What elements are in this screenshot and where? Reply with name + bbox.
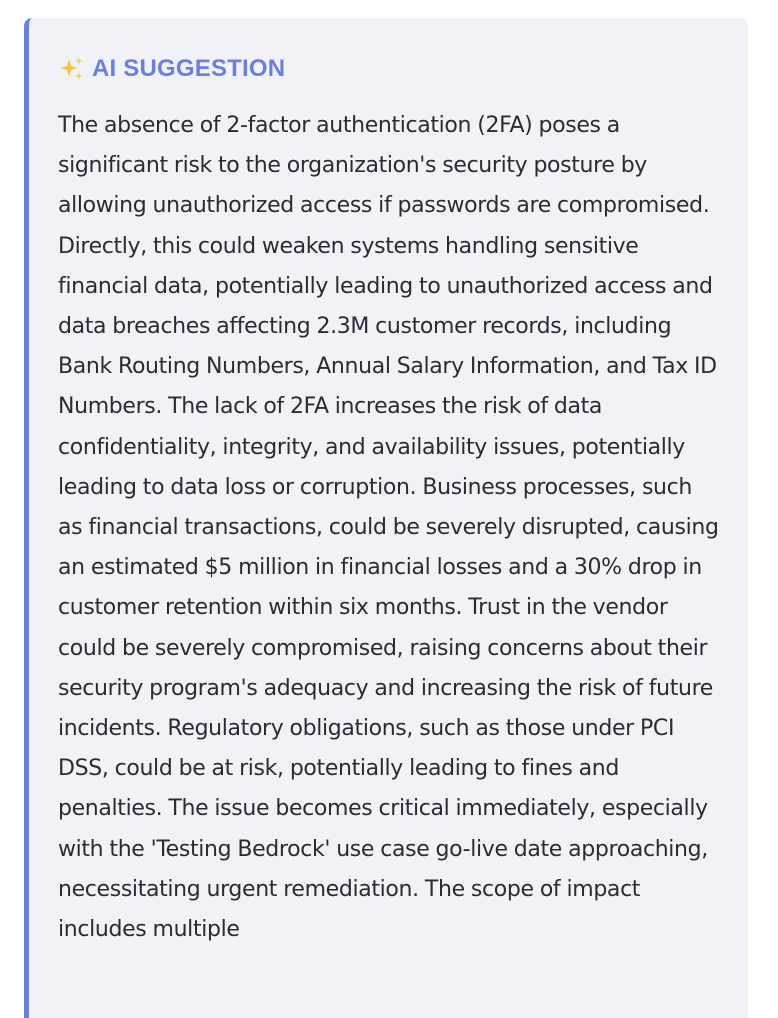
sparkles-icon — [58, 55, 86, 83]
ai-suggestion-title: AI SUGGESTION — [92, 55, 286, 82]
ai-suggestion-card — [24, 18, 748, 1018]
ai-suggestion-body: The absence of 2-factor authentication (2FA) poses a significant risk to the organization's security posture by allowing unauthorized access if passwords are compromised. Directly, this could weaken systems handling sensitive financial data, potentially leading to unauthorized access and data breaches affecting 2.3M customer records, including Bank Routing Numbers, Annual Salary Information, and Tax ID Numbers. The lack of 2FA increases the risk of data confidentiality, integrity, and availability issues, potentially leading to data loss or corruption. Business processes, such as financial transactions, could be severely disrupted, causing an estimated $5 million in financial losses and a 30% drop in customer retention within six months. Trust in the vendor could be severely compromised, raising concerns about their security program's adequacy and increasing the risk of future incidents. Regulatory obligations, such as those under PCI DSS, could be at risk, potentially leading to fines and penalties. The issue becomes critical immediately, especially with the 'Testing Bedrock' use case go-live date approaching, necessitating urgent remediation. The scope of impact includes multiple — [58, 113, 719, 943]
ai-suggestion-header — [58, 54, 722, 84]
